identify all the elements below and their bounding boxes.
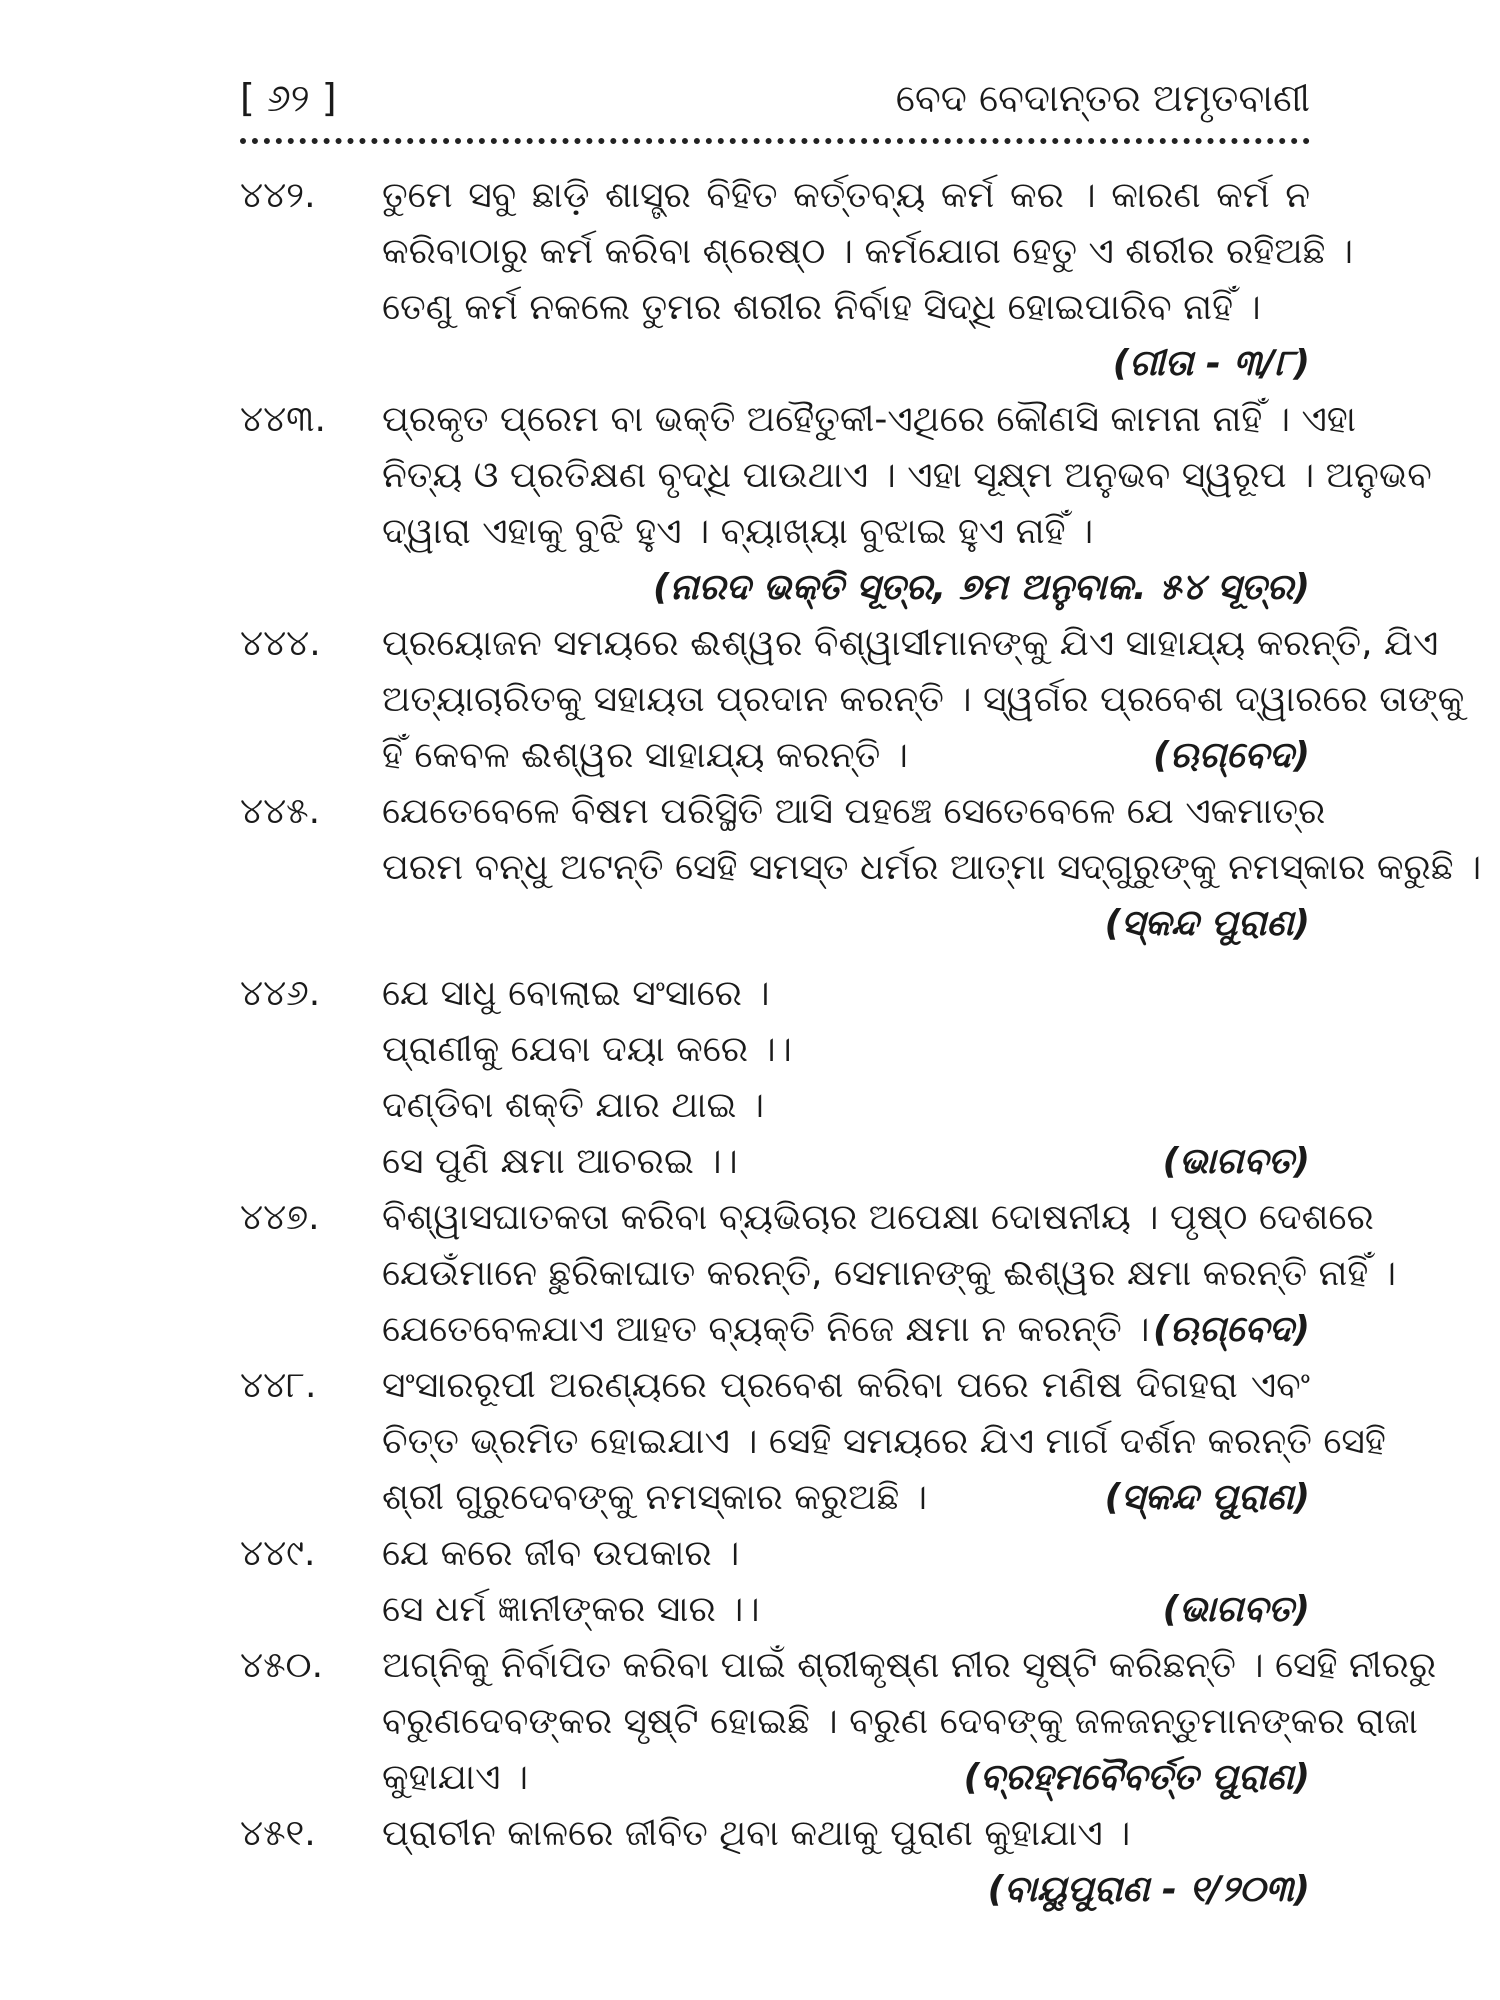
entry-line: ଚିତ୍ତ ଭ୍ରମିତ ହୋଇଯାଏ । ସେହି ସମୟରେ ଯିଏ ମାର୍ଗ ଦର୍ଶନ କରନ୍ତି ସେହି — [382, 1421, 1386, 1462]
entry-line: ଯେତେବେଳଯାଏ ଆହତ ବ୍ୟକ୍ତି ନିଜେ କ୍ଷମା ନ କରନ୍ତି । — [382, 1309, 1150, 1350]
entry-last-row — [382, 1470, 1310, 1526]
entry-line: ଯେତେବେଳେ ବିଷମ ପରିସ୍ଥିତି ଆସି ପହଞ୍ଚେ ସେତେବେଳେ ଯେ ଏକମାତ୍ର — [382, 791, 1326, 832]
entry-line: ତୁମେ ସବୁ ଛାଡ଼ି ଶାସ୍ତ୍ର ବିହିତ କର୍ତ୍ତବ୍ୟ କର୍ମ କର । କାରଣ କର୍ମ ନ — [382, 175, 1310, 216]
entry-line: ଶ୍ରୀ ଗୁରୁଦେବଙ୍କୁ ନମସ୍କାର କରୁଅଛି । — [382, 1477, 928, 1518]
entry-line: କରିବାଠାରୁ କର୍ମ କରିବା ଶ୍ରେଷ୍ଠ । କର୍ମଯୋଗ ହେତୁ ଏ ଶରୀର ରହିଅଛି । — [382, 231, 1354, 272]
entry-number: ୪୪୯. — [240, 1533, 316, 1574]
entry-source: (ସ୍କନ୍ଦ ପୁରାଣ) — [1104, 903, 1310, 944]
entry-line: ପ୍ରୟୋଜନ ସମୟରେ ଈଶ୍ୱର ବିଶ୍ୱାସୀମାନଙ୍କୁ ଯିଏ ସାହାଯ୍ୟ କରନ୍ତି, ଯିଏ — [382, 623, 1439, 664]
entry-line: ଦ୍ୱାରା ଏହାକୁ ବୁଝି ହୁଏ । ବ୍ୟାଖ୍ୟା ବୁଝାଇ ହୁଏ ନାହିଁ । — [382, 511, 1094, 552]
verse-line: ଦଣ୍ଡିବା ଶକ୍ତି ଯାର ଥାଇ । — [382, 1085, 765, 1126]
entry-number: ୪୪୫. — [240, 791, 321, 832]
verse-line: ପ୍ରାଣୀକୁ ଯେବା ଦୟା କରେ ।। — [382, 1029, 792, 1070]
entry-last-row — [382, 1134, 1310, 1190]
verse-line: ସେ ଧର୍ମ ଜ୍ଞାନୀଙ୍କର ସାର ।। — [382, 1589, 760, 1630]
entry-451 — [240, 1806, 1310, 1918]
entry-source: (ବାୟୁପୁରାଣ - ୧/୨୦୩) — [987, 1869, 1310, 1910]
running-title: ବେଦ ବେଦାନ୍ତର ଅମୃତବାଣୀ — [895, 76, 1310, 120]
entry-line: ଅତ୍ୟାଚାରିତକୁ ସହାୟତା ପ୍ରଦାନ କରନ୍ତି । ସ୍ୱର୍ଗର ପ୍ରବେଶ ଦ୍ୱାରରେ ତାଙ୍କୁ — [382, 679, 1465, 720]
entry-line: ଅଗ୍ନିକୁ ନିର୍ବାପିତ କରିବା ପାଇଁ ଶ୍ରୀକୃଷ୍ଣ ନୀର ସୃଷ୍ଟି କରିଛନ୍ତି । ସେହି ନୀରରୁ — [382, 1645, 1437, 1686]
entry-source: (ଋଗ୍‌ବେଦ) — [1153, 1309, 1310, 1350]
entry-number: ୪୫୦. — [240, 1645, 324, 1686]
entry-source: (ବ୍ରହ୍ମବୈବର୍ତ୍ତ ପୁରାଣ) — [963, 1757, 1310, 1798]
entry-last-row — [382, 1302, 1310, 1358]
entry-line: ତେଣୁ କର୍ମ ନକଲେ ତୁମର ଶରୀର ନିର୍ବାହ ସିଦ୍ଧି ହୋଇପାରିବ ନାହିଁ । — [382, 287, 1261, 328]
entry-number: ୪୪୬. — [240, 973, 321, 1014]
entry-line: ପ୍ରାଚୀନ କାଳରେ ଜୀବିତ ଥିବା କଥାକୁ ପୁରାଣ କୁହାଯାଏ । — [382, 1813, 1131, 1854]
entry-number: ୪୪୩. — [240, 399, 326, 440]
entry-444 — [240, 616, 1465, 784]
entry-source: (ଭାଗବତ) — [1162, 1589, 1310, 1630]
entry-number: ୪୫୧. — [240, 1813, 316, 1854]
entry-line: ଯେଉଁମାନେ ଛୁରିକାଘାତ କରନ୍ତି, ସେମାନଙ୍କୁ ଈଶ୍ୱର କ୍ଷମା କରନ୍ତି ନାହିଁ । — [382, 1253, 1397, 1294]
entry-446 — [240, 966, 1310, 1190]
entry-last-row — [382, 1750, 1310, 1806]
entry-448 — [240, 1358, 1386, 1526]
entry-source: (ସ୍କନ୍ଦ ପୁରାଣ) — [1104, 1477, 1310, 1518]
entry-line: ପରମ ବନ୍ଧୁ ଅଟନ୍ତି ସେହି ସମସ୍ତ ଧର୍ମର ଆତ୍ମା ସଦ୍‌ଗୁରୁଙ୍କୁ ନମସ୍କାର କରୁଛି । — [382, 847, 1482, 888]
verse-line: ଯେ ସାଧୁ ବୋଲାଇ ସଂସାରେ । — [382, 973, 770, 1014]
entry-line: ହିଁ କେବଳ ଈଶ୍ୱର ସାହାଯ୍ୟ କରନ୍ତି । — [382, 735, 908, 776]
entry-line: କୁହାଯାଏ । — [382, 1757, 529, 1798]
page-number: [ ୬୨ ] — [240, 76, 337, 120]
entry-line: ସଂସାରରୂପୀ ଅରଣ୍ୟରେ ପ୍ରବେଶ କରିବା ପରେ ମଣିଷ ଦିଗହରା ଏବଂ — [382, 1365, 1310, 1406]
entry-450 — [240, 1638, 1437, 1806]
entry-line: ବରୁଣଦେବଙ୍କର ସୃଷ୍ଟି ହୋଇଛି । ବରୁଣ ଦେବଙ୍କୁ ଜଳଜନ୍ତୁମାନଙ୍କର ରାଜା — [382, 1701, 1418, 1742]
entry-number: ୪୪୮. — [240, 1365, 317, 1406]
entry-source: (ଭାଗବତ) — [1162, 1141, 1310, 1182]
entry-line: ପ୍ରକୃତ ପ୍ରେମ ବା ଭକ୍ତି ଅହୈତୁକୀ-ଏଥିରେ କୌଣସି କାମନା ନାହିଁ । ଏହା — [382, 399, 1357, 440]
entry-source: (ନାରଦ ଭକ୍ତି ସୂତ୍ର, ୭ମ ଅନୁବାକ. ୫୪ ସୂତ୍ର) — [653, 567, 1310, 608]
entry-source: (ଗୀତା - ୩/୮) — [1112, 343, 1310, 384]
verse-line: ଯେ କରେ ଜୀବ ଉପକାର । — [382, 1533, 740, 1574]
entry-last-row — [382, 1582, 1310, 1638]
entry-line: ବିଶ୍ୱାସଘାତକତା କରିବା ବ୍ୟଭିଚାର ଅପେକ୍ଷା ଦୋଷନୀୟ । ପୃଷ୍ଠ ଦେଶରେ — [382, 1197, 1374, 1238]
verse-line: ସେ ପୁଣି କ୍ଷମା ଆଚରଇ ।। — [382, 1141, 738, 1182]
entry-number: ୪୪୨. — [240, 175, 316, 216]
entry-445 — [240, 784, 1482, 952]
entry-last-row — [382, 728, 1310, 784]
entries-list — [240, 168, 1482, 1918]
page-header — [240, 68, 1310, 128]
entry-442 — [240, 168, 1354, 392]
entry-number: ୪୪୭. — [240, 1197, 320, 1238]
entry-number: ୪୪୪. — [240, 623, 321, 664]
entry-449 — [240, 1526, 1310, 1638]
entry-443 — [240, 392, 1432, 616]
entry-line: ନିତ୍ୟ ଓ ପ୍ରତିକ୍ଷଣ ବୃଦ୍ଧି ପାଉଥାଏ । ଏହା ସୂକ୍ଷ୍ମ ଅନୁଭବ ସ୍ୱରୂପ । ଅନୁଭବ — [382, 455, 1432, 496]
dotted-divider — [240, 138, 1310, 144]
entry-source: (ଋଗ୍‌ବେଦ) — [1153, 735, 1310, 776]
entry-447 — [240, 1190, 1397, 1358]
